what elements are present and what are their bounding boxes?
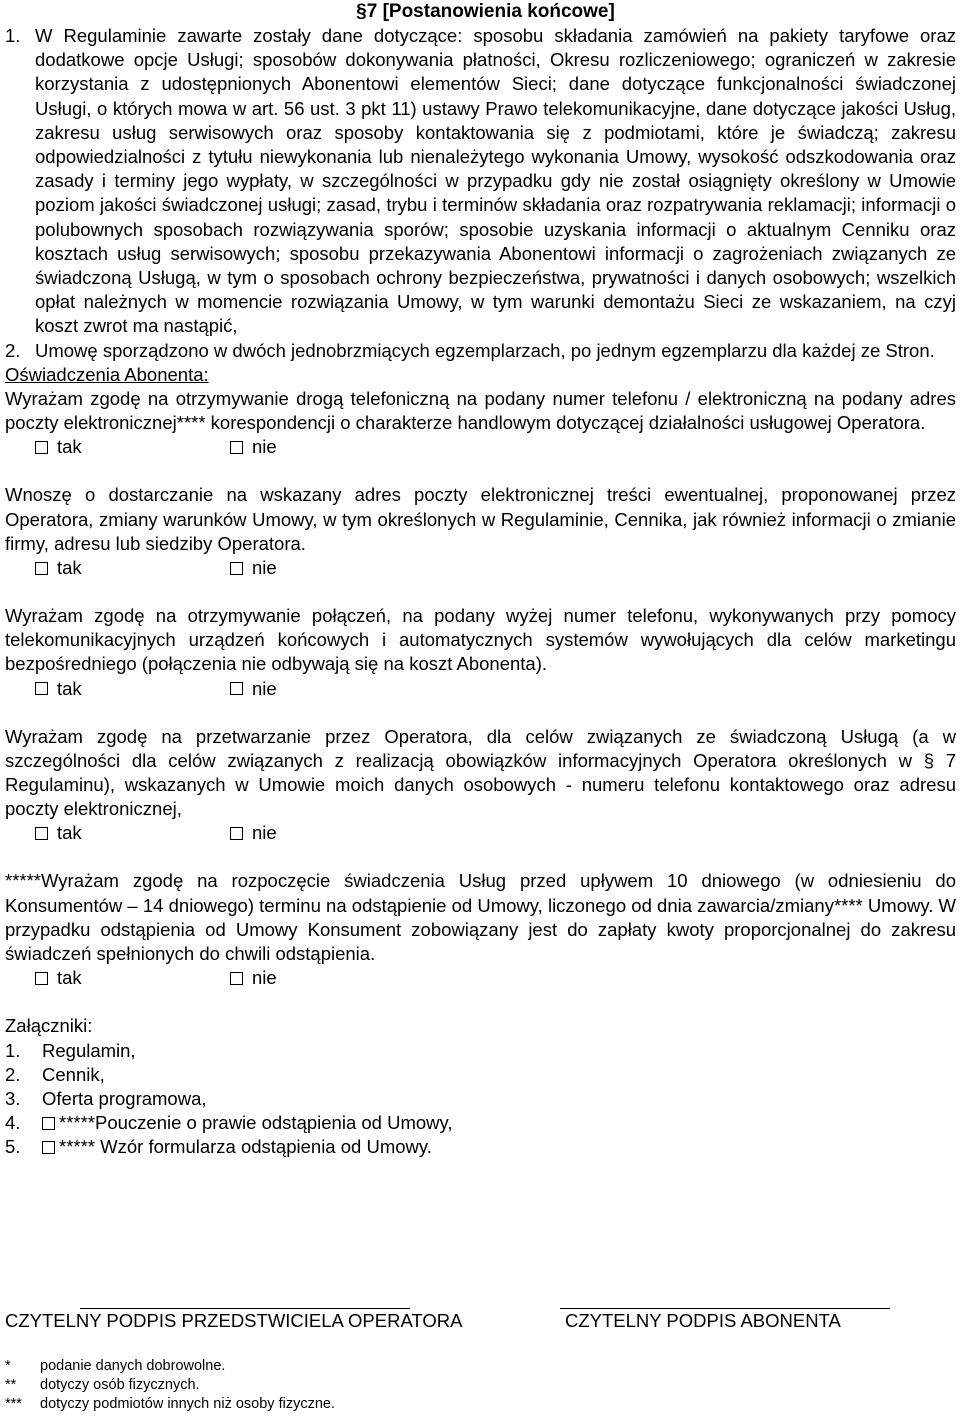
checkbox-icon[interactable]: [35, 682, 48, 695]
operator-signature-label: CZYTELNY PODPIS PRZEDSTWICIELA OPERATORA: [5, 1310, 463, 1331]
spacer: [5, 580, 956, 604]
declaration-text: Wyrażam zgodę na przetwarzanie przez Operatora, dla celów związanych ze świadczoną Usługą (a w szczególności dla celów związanych z realizacją obowiązków informacyjnych Operatora określonych w § 7 Regulaminu), wskazanych w Umowie moich danych osobowych - numeru telefonu kontaktowego oraz adresu poczty elektronicznej,: [5, 725, 956, 820]
declaration-text: Wnoszę o dostarczanie na wskazany adres poczty elektronicznej treści ewentualnej, proponowanej przez Operatora, zmiany warunków Umowy, w tym określonych w Regulaminie, Cennika, jak również informacji o zmianie firmy, adresu lub siedziby Operatora.: [5, 484, 956, 554]
subscriber-signature-line: [560, 1308, 890, 1309]
checkbox-icon[interactable]: [35, 827, 48, 840]
consent-yes-label: tak: [57, 557, 82, 579]
signature-area: [5, 1296, 956, 1336]
operator-signature-line: [80, 1308, 410, 1309]
attachment-text: *****Pouczenie o prawie odstąpienia od Umowy,: [59, 1112, 453, 1134]
attachment-number: 4.: [5, 1112, 21, 1134]
spacer: [5, 845, 956, 869]
consent-yes-label: tak: [57, 436, 82, 458]
declaration: [5, 869, 956, 990]
attachment-item: [5, 1063, 956, 1087]
document-page: [5, 0, 956, 1412]
attachments-list: [5, 1039, 956, 1160]
footnote-mark: **: [5, 1377, 17, 1393]
checkbox-icon[interactable]: [230, 827, 243, 840]
attachment-text: Regulamin,: [42, 1039, 136, 1061]
consent-options: [5, 677, 956, 701]
attachment-item: [5, 1087, 956, 1111]
consent-yes-option[interactable]: [35, 677, 82, 701]
consent-yes-option[interactable]: [35, 821, 82, 845]
consent-options: [5, 435, 956, 459]
consent-yes-label: tak: [57, 967, 82, 989]
list-item-text: Umowę sporządzono w dwóch jednobrzmiących egzemplarzach, po jednym egzemplarzu dla każdej ze Stron.: [35, 339, 935, 361]
subscriber-signature-label: CZYTELNY PODPIS ABONENTA: [565, 1310, 841, 1331]
declaration-text: *****Wyrażam zgodę na rozpoczęcie świadczenia Usług przed upływem 10 dniowego (w odniesieniu do Konsumentów – 14 dniowego) terminu na odstąpienie od Umowy, liczonego od dnia zawarcia/zmiany**** Umowy. W przypadku odstąpienia od Umowy Konsument zobowiązany jest do zapłaty kwoty proporcjonalnej do zakresu świadczeń spełnionych do chwili odstąpienia.: [5, 870, 956, 965]
attachment-item: [5, 1039, 956, 1063]
consent-no-option[interactable]: [230, 435, 277, 459]
consent-no-option[interactable]: [230, 821, 277, 845]
checkbox-icon[interactable]: [230, 441, 243, 454]
footnote-mark: ***: [5, 1396, 22, 1412]
attachment-item: [5, 1111, 956, 1135]
declaration: [5, 604, 956, 701]
checkbox-icon[interactable]: [35, 972, 48, 985]
attachments-heading: Załączniki:: [5, 1015, 93, 1037]
consent-yes-option[interactable]: [35, 966, 82, 990]
consent-no-label: nie: [252, 436, 277, 458]
checkbox-icon[interactable]: [35, 562, 48, 575]
list-item: [5, 24, 956, 339]
checkbox-icon[interactable]: [230, 562, 243, 575]
consent-no-option[interactable]: [230, 677, 277, 701]
footnotes: [5, 1357, 335, 1414]
consent-options: [5, 966, 956, 990]
section-title: §7 [Postanowienia końcowe]: [356, 1, 615, 22]
consent-no-option[interactable]: [230, 556, 277, 580]
checkbox-icon[interactable]: [35, 441, 48, 454]
list-item: [5, 339, 956, 363]
consent-yes-option[interactable]: [35, 556, 82, 580]
attachment-text: Oferta programowa,: [42, 1087, 207, 1109]
footnote-text: dotyczy podmiotów innych niż osoby fizyczne.: [40, 1396, 335, 1412]
spacer: [5, 459, 956, 483]
list-item-number: 2.: [5, 339, 21, 361]
attachment-number: 1.: [5, 1039, 21, 1061]
footnote-text: podanie danych dobrowolne.: [40, 1358, 226, 1374]
list-item-text: W Regulaminie zawarte zostały dane dotyczące: sposobu składania zamówień na pakiety taryfowe oraz dodatkowe opcje Usługi; sposobów dokonywania płatności, Okresu rozliczeniowego; ograniczeń w zakresie korzystania z udostępnionych Abonentowi elementów Sieci; dane dotyczące funkcjonalności świadczonej Usługi, o których mowa w art. 56 ust. 3 pkt 11) ustawy Prawo telekomunikacyjne, dane dotyczące jakości Usług, zakresu usług serwisowych oraz sposoby kontaktowania się z podmiotami, które je świadczą; zakresu odpowiedzialności z tytułu niewykonania lub nienależytego wykonania Umowy, wysokość odszkodowania oraz zasady i terminy jego wypłaty, w szczególności w przypadku gdy nie został osiągnięty określony w Umowie poziom jakości świadczonej usługi; zasad, trybu i terminów składania oraz rozpatrywania reklamacji; informacji o polubownych sposobach rozwiązywania sporów; sposobie uzyskania informacji o aktualnym Cenniku oraz kosztach usług serwisowych; sposobu przekazywania Abonentowi informacji o zagrożeniach związanych ze świadczoną Usługą, w tym o sposobach ochrony bezpieczeństwa, prywatności i danych osobowych; wszelkich opłat należnych w momencie rozwiązania Umowy, w tym warunki demontażu Sieci ze wskazaniem, na czyj koszt zwrot ma nastąpić,: [35, 25, 956, 337]
consent-no-label: nie: [252, 822, 277, 844]
numbered-list: [5, 24, 956, 363]
declaration: [5, 725, 956, 846]
checkbox-icon[interactable]: [42, 1117, 55, 1130]
consent-no-label: nie: [252, 967, 277, 989]
declaration-text: Wyrażam zgodę na otrzymywanie połączeń, na podany wyżej numer telefonu, wykonywanych przy pomocy telekomunikacyjnych urządzeń końcowych i automatycznych systemów wywołujących dla celów marketingu bezpośredniego (połączenia nie odbywają się na koszt Abonenta).: [5, 605, 956, 675]
attachment-item: [5, 1135, 956, 1159]
checkbox-icon[interactable]: [230, 682, 243, 695]
checkbox-icon[interactable]: [230, 972, 243, 985]
declarations-heading: Oświadczenia Abonenta:: [5, 363, 209, 385]
consent-options: [5, 556, 956, 580]
footnote: [5, 1376, 335, 1395]
consent-no-label: nie: [252, 677, 277, 699]
list-item-number: 1.: [5, 25, 21, 46]
attachment-number: 2.: [5, 1063, 21, 1085]
consent-yes-option[interactable]: [35, 435, 82, 459]
checkbox-icon[interactable]: [42, 1141, 55, 1154]
spacer: [5, 990, 956, 1014]
attachment-text: Cennik,: [42, 1063, 105, 1085]
footnote-text: dotyczy osób fizycznych.: [40, 1377, 200, 1393]
declaration: [5, 387, 956, 459]
footnote: [5, 1357, 335, 1376]
consent-yes-label: tak: [57, 677, 82, 699]
consent-no-label: nie: [252, 557, 277, 579]
declaration-text: Wyrażam zgodę na otrzymywanie drogą telefoniczną na podany numer telefonu / elektroniczną na podany adres poczty elektronicznej**** korespondencji o charakterze handlowym dotyczącej działalności usługowej Operatora.: [5, 388, 956, 434]
attachment-number: 5.: [5, 1136, 21, 1158]
consent-options: [5, 821, 956, 845]
declaration: [5, 483, 956, 580]
footnote-mark: *: [5, 1358, 11, 1374]
consent-yes-label: tak: [57, 822, 82, 844]
spacer: [5, 701, 956, 725]
attachment-text: ***** Wzór formularza odstąpienia od Umowy.: [59, 1136, 432, 1158]
consent-no-option[interactable]: [230, 966, 277, 990]
footnote: [5, 1395, 335, 1414]
attachment-number: 3.: [5, 1087, 21, 1109]
